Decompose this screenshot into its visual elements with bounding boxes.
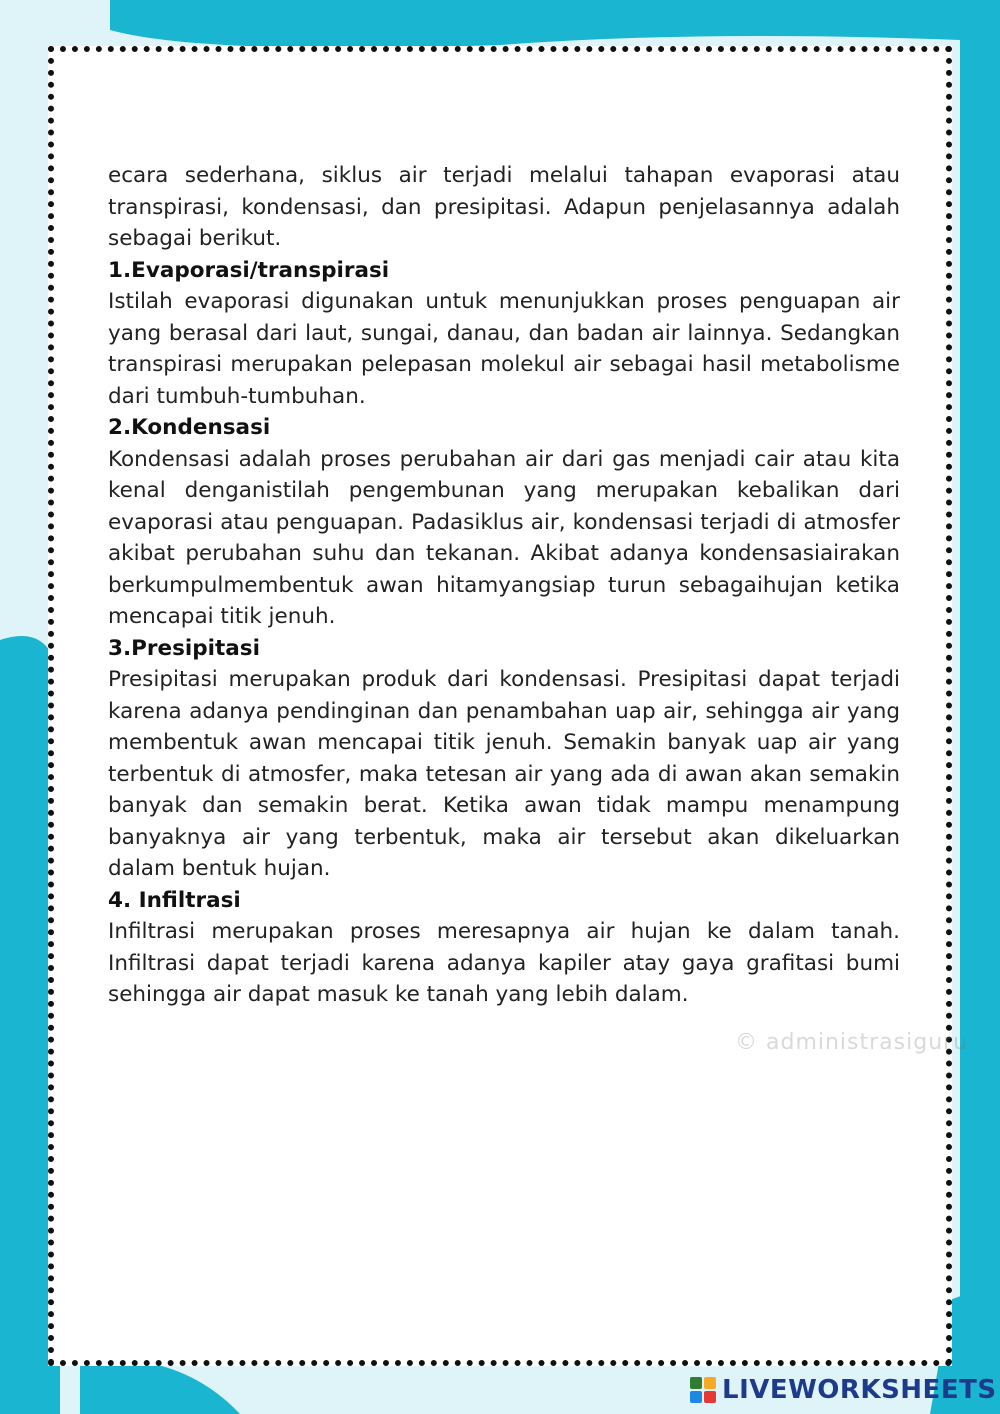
worksheet-content: [108, 160, 900, 1011]
section-heading-kondensasi: 2.Kondensasi: [108, 415, 271, 440]
section-heading-presipitasi: 3.Presipitasi: [108, 635, 260, 661]
section-body-kondensasi: Kondensasi adalah proses perubahan air dari gas menjadi cair atau kita kenal denganistilah pengembunan yang merupakan kebalikan dari evaporasi atau penguapan. Padasiklus air, kondensasi terjadi di atmosfer akibat perubahan suhu dan tekanan. Akibat adanya kondensasiairakan berkumpulmembentuk awan hitamyangsiap turun sebagaihujan ketika mencapai titik jenuh.: [108, 446, 900, 629]
bottom-left-blob: [80, 1359, 240, 1414]
brand-name: LIVEWORKSHEETS: [722, 1375, 997, 1405]
section-heading-infiltrasi: 4. Infiltrasi: [108, 887, 241, 913]
liveworksheets-logo-icon: [690, 1377, 716, 1403]
watermark: © administrasiguru: [735, 1030, 969, 1055]
section-body-presipitasi: Presipitasi merupakan produk dari kondensasi. Presipitasi dapat terjadi karena adanya pendinginan dan penambahan uap air, sehingga air yang membentuk awan mencapai titik jenuh. Semakin banyak uap air yang terbentuk di atmosfer, maka tetesan air yang ada di awan akan semakin banyak dan semakin berat. Ketika awan tidak mampu menampung banyaknya air yang terbentuk, maka air tersebut akan dikeluarkan dalam bentuk hujan.: [108, 667, 900, 881]
section-heading-evaporasi: 1.Evaporasi/transpirasi: [108, 257, 390, 283]
section-body-evaporasi: Istilah evaporasi digunakan untuk menunjukkan proses penguapan air yang berasal dari laut, sungai, danau, dan badan air lainnya. Sedangkan transpirasi merupakan pelepasan molekul air sebagai hasil metabolisme dari tumbuh-tumbuhan.: [108, 289, 900, 409]
section-body-infiltrasi: Infiltrasi merupakan proses meresapnya air hujan ke dalam tanah. Infiltrasi dapat terjadi karena adanya kapiler atay gaya grafitasi bumi sehingga air dapat masuk ke tanah yang lebih dalam.: [108, 919, 900, 1007]
liveworksheets-brand[interactable]: [690, 1374, 997, 1406]
intro-paragraph: ecara sederhana, siklus air terjadi melalui tahapan evaporasi atau transpirasi, kondensasi, dan presipitasi. Adapun penjelasannya adalah sebagai berikut.: [108, 163, 900, 251]
